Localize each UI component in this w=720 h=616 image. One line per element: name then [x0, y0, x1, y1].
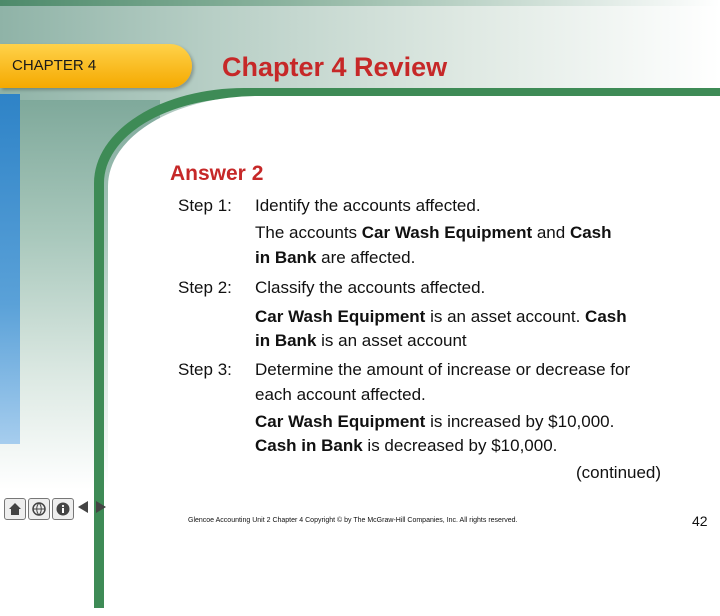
chapter-label: CHAPTER 4	[12, 57, 97, 74]
step3-line2: each account affected.	[255, 385, 426, 404]
next-arrow-icon[interactable]	[94, 499, 110, 520]
step1-line2: The accounts Car Wash Equipment and Cash	[255, 223, 612, 242]
header-stripe	[0, 0, 720, 6]
step1-label: Step 1:	[178, 196, 232, 215]
prev-arrow-icon[interactable]	[76, 499, 92, 520]
step3-line3: Car Wash Equipment is increased by $10,000.	[255, 412, 615, 431]
step3-line4: Cash in Bank is decreased by $10,000.	[255, 436, 558, 455]
slide-title: Chapter 4 Review	[222, 52, 448, 82]
home-icon[interactable]	[4, 498, 26, 520]
step1-line3: in Bank are affected.	[255, 248, 416, 267]
step2-line3: in Bank is an asset account	[255, 331, 467, 350]
answer-heading: Answer 2	[170, 162, 264, 185]
info-icon[interactable]	[52, 498, 74, 520]
step3-line1: Determine the amount of increase or decrease for	[255, 360, 631, 379]
nav-toolbar	[4, 496, 110, 522]
step2-line2: Car Wash Equipment is an asset account. Cash	[255, 307, 627, 326]
step1-line1: Identify the accounts affected.	[255, 196, 481, 215]
blue-accent-bar	[0, 94, 20, 444]
globe-icon[interactable]	[28, 498, 50, 520]
continued-label: (continued)	[576, 463, 662, 482]
step2-label: Step 2:	[178, 278, 232, 297]
page-number: 42	[692, 513, 708, 529]
step3-label: Step 3:	[178, 360, 232, 379]
footer-copyright: Glencoe Accounting Unit 2 Chapter 4 Copyright © by The McGraw-Hill Companies, Inc. All rights reserved.	[188, 517, 518, 524]
step2-line1: Classify the accounts affected.	[255, 278, 486, 297]
